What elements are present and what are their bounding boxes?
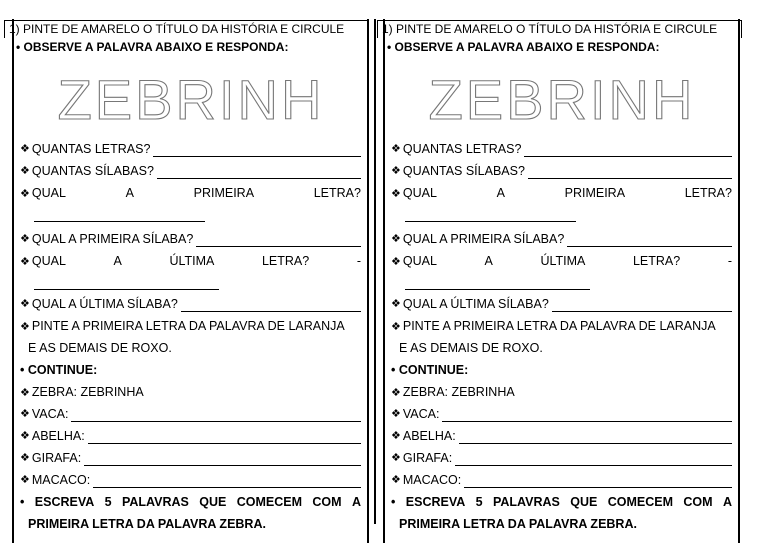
example-zebra: ❖ ZEBRA: ZEBRINHA: [391, 385, 515, 399]
write-instruction: • ESCREVA 5 PALAVRAS QUE COMECEM COM A: [391, 495, 732, 509]
answer-line[interactable]: [93, 475, 361, 488]
paint-instruction: ❖ PINTE A PRIMEIRA LETRA DA PALAVRA DE LARANJA: [391, 319, 716, 333]
continue-abelha: ❖ ABELHA:: [20, 428, 361, 444]
question-last-letter: ❖ QUAL A ÚLTIMA LETRA? -: [391, 254, 732, 268]
answer-line[interactable]: [34, 209, 361, 226]
answer-line[interactable]: [455, 453, 732, 466]
continue-abelha: ❖ ABELHA:: [391, 428, 732, 444]
question-first-syllable: ❖ QUAL A PRIMEIRA SÍLABA?: [20, 231, 361, 247]
write-instruction-cont: PRIMEIRA LETRA DA PALAVRA ZEBRA.: [399, 517, 637, 531]
continue-vaca: ❖ VACA:: [391, 406, 732, 422]
outlined-word: [14, 69, 367, 131]
paint-instruction: ❖ PINTE A PRIMEIRA LETRA DA PALAVRA DE LARANJA: [20, 319, 345, 333]
answer-line[interactable]: [181, 299, 361, 312]
answer-line[interactable]: [196, 234, 361, 247]
continue-girafa: ❖ GIRAFA:: [391, 450, 732, 466]
answer-line[interactable]: [442, 409, 732, 422]
continue-vaca: ❖ VACA:: [20, 406, 361, 422]
continue-girafa: ❖ GIRAFA:: [20, 450, 361, 466]
answer-line[interactable]: [552, 299, 732, 312]
question-letters: ❖ QUANTAS LETRAS?: [391, 141, 732, 157]
header-instruction: 1) PINTE DE AMARELO O TÍTULO DA HISTÓRIA E CIRCULE: [377, 20, 742, 38]
answer-line[interactable]: [88, 431, 361, 444]
answer-line[interactable]: [157, 166, 361, 179]
question-first-letter: ❖ QUAL A PRIMEIRA LETRA?: [20, 186, 361, 200]
continue-heading: • CONTINUE:: [20, 363, 98, 377]
question-first-syllable: ❖ QUAL A PRIMEIRA SÍLABA?: [391, 231, 732, 247]
observe-heading: • OBSERVE A PALAVRA ABAIXO E RESPONDA:: [16, 40, 289, 54]
answer-line[interactable]: [567, 234, 732, 247]
answer-line[interactable]: [34, 277, 361, 294]
paint-instruction-cont: E AS DEMAIS DE ROXO.: [399, 341, 543, 355]
write-instruction: • ESCREVA 5 PALAVRAS QUE COMECEM COM A: [20, 495, 361, 509]
worksheet-right: [383, 19, 740, 543]
answer-line[interactable]: [464, 475, 732, 488]
observe-heading: • OBSERVE A PALAVRA ABAIXO E RESPONDA:: [387, 40, 660, 54]
answer-line[interactable]: [71, 409, 361, 422]
question-last-syllable: ❖ QUAL A ÚLTIMA SÍLABA?: [391, 296, 732, 312]
continue-heading: • CONTINUE:: [391, 363, 469, 377]
worksheet-left: [9, 19, 369, 543]
svg-text:ZEBRINH: ZEBRINH: [428, 69, 695, 129]
question-first-letter: ❖ QUAL A PRIMEIRA LETRA?: [391, 186, 732, 200]
answer-line[interactable]: [405, 277, 732, 294]
example-zebra: ❖ ZEBRA: ZEBRINHA: [20, 385, 144, 399]
write-instruction-cont: PRIMEIRA LETRA DA PALAVRA ZEBRA.: [28, 517, 266, 531]
answer-line[interactable]: [153, 144, 361, 157]
continue-macaco: ❖ MACACO:: [391, 472, 732, 488]
outlined-word: [385, 69, 738, 131]
answer-line[interactable]: [405, 209, 732, 226]
paint-instruction-cont: E AS DEMAIS DE ROXO.: [28, 341, 172, 355]
question-letters: ❖ QUANTAS LETRAS?: [20, 141, 361, 157]
header-instruction: 1) PINTE DE AMARELO O TÍTULO DA HISTÓRIA E CIRCULE: [4, 20, 369, 38]
question-last-letter: ❖ QUAL A ÚLTIMA LETRA? -: [20, 254, 361, 268]
column-divider: [374, 19, 376, 524]
question-last-syllable: ❖ QUAL A ÚLTIMA SÍLABA?: [20, 296, 361, 312]
continue-macaco: ❖ MACACO:: [20, 472, 361, 488]
answer-line[interactable]: [528, 166, 732, 179]
answer-line[interactable]: [459, 431, 732, 444]
svg-text:ZEBRINH: ZEBRINH: [57, 69, 324, 129]
answer-line[interactable]: [524, 144, 732, 157]
question-syllables: ❖ QUANTAS SÍLABAS?: [20, 163, 361, 179]
answer-line[interactable]: [84, 453, 361, 466]
question-syllables: ❖ QUANTAS SÍLABAS?: [391, 163, 732, 179]
